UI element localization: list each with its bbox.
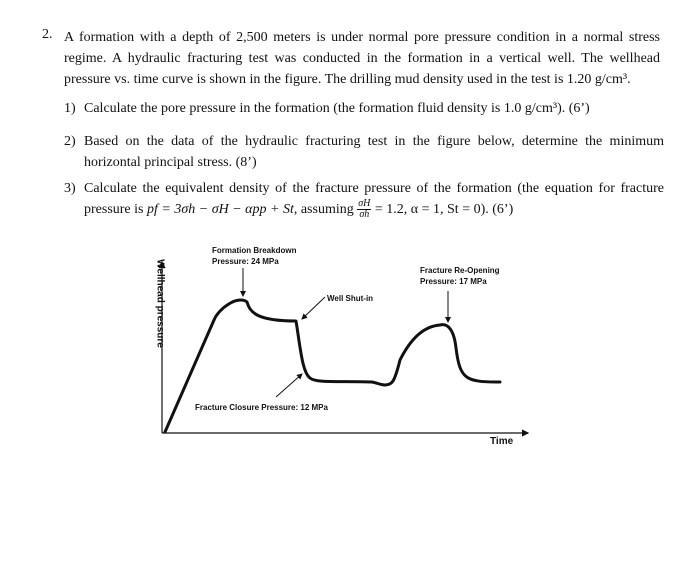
question-number: 2. [42,27,53,42]
sub-question-3-number: 3) [64,181,76,196]
sub-question-3-text-mid: , assuming [293,202,358,217]
reopening-label-line1: Fracture Re-Opening [420,266,500,275]
sub-question-3-text-before: Calculate the equivalent density of the fracture pressure of the formation (the equation for fracture pressure is [84,181,664,217]
x-axis-label: Time [490,436,514,447]
shut-in-label: Well Shut-in [327,294,374,303]
sub-question-1-number: 1) [64,101,76,116]
reopening-label [420,265,500,287]
closure-arrow [276,374,302,397]
fracture-pressure-formula: pf = 3σh − σH − αpp + St [147,202,294,217]
y-axis-label: Wellhead pressure [154,259,166,348]
sub-question-2-number: 2) [64,134,76,149]
sub-question-1-text: Calculate the pore pressure in the formation (the formation fluid density is 1.0 g/cm³). (6’) [84,101,590,116]
closure-label: Fracture Closure Pressure: 12 MPa [195,403,328,412]
sub-question-3-text-after: = 1.2, α = 1, St = 0). (6’) [371,202,514,217]
stress-ratio-numerator: σH [358,198,371,210]
shut-in-arrow [302,297,325,319]
breakdown-label [212,245,296,267]
sub-question-2-text: Based on the data of the hydraulic fracturing test in the figure below, determine the minimum horizontal principal stress. (8’) [84,134,664,170]
question-text: A formation with a depth of 2,500 meters is under normal pore pressure condition in a normal stress regime. A hydraulic fracturing test was conducted in the formation in a vertical well. The wellhead pressure vs. time curve is shown in the figure. The drilling mud density used in the test is 1.20 g/cm³. [64,30,660,87]
breakdown-label-line1: Formation Breakdown [212,246,297,255]
stress-ratio-denominator: σh [359,209,370,221]
reopening-label-line2: Pressure: 17 MPa [420,277,487,286]
breakdown-label-line2: Pressure: 24 MPa [212,257,279,266]
